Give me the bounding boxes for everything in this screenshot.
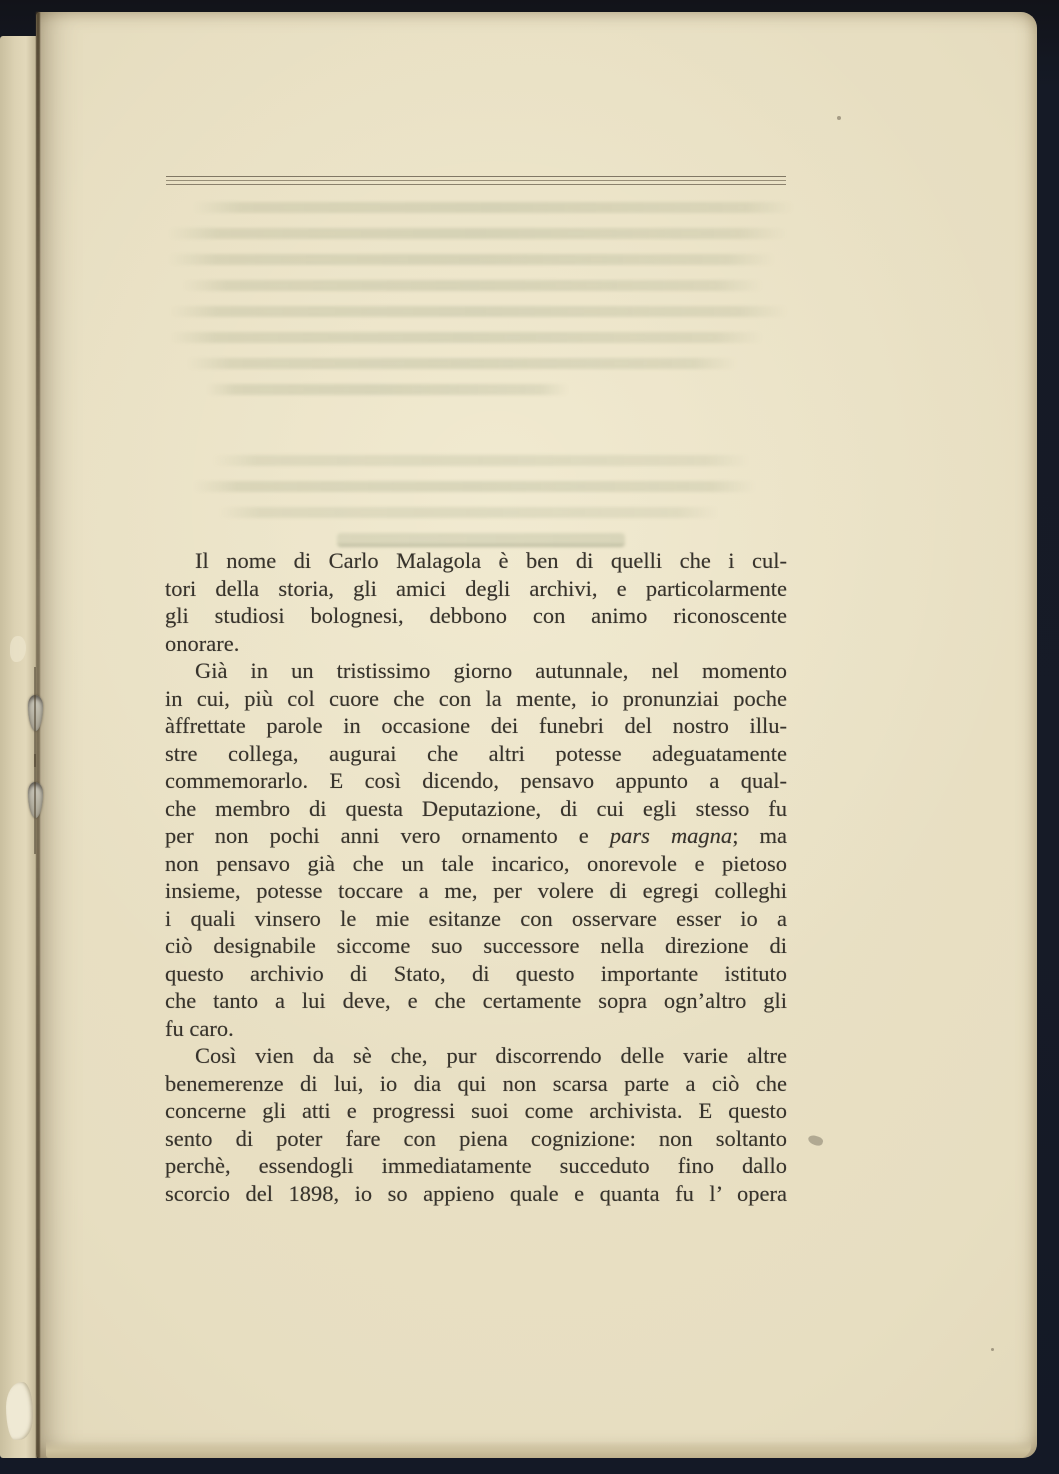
- text-line: perchè, essendogli immediatamente succeduto fino dallo: [165, 1153, 787, 1178]
- ink-speck-fleck: [991, 1348, 994, 1351]
- text-line: scorcio del 1898, io so appieno quale e quanta fu l’ opera: [165, 1180, 787, 1206]
- book-page: [36, 12, 1037, 1458]
- text-line: ciò designabile siccome suo successore nella direzione di: [165, 933, 787, 958]
- text-line: fu caro.: [165, 1015, 234, 1041]
- underlying-page-edge: [0, 36, 37, 1458]
- text-line: per non pochi anni vero ornamento e pars magna; ma: [165, 823, 787, 848]
- text-line: gli studiosi bolognesi, debbono con animo riconoscente: [165, 603, 787, 628]
- text-line: Il nome di Carlo Malagola è ben di quelli che i cul-: [195, 548, 787, 573]
- text-line: i quali vinsero le mie esitanze con osservare esser io a: [165, 905, 787, 931]
- gutter-crease: [36, 12, 40, 1458]
- binding-stitch-thread-upper: [28, 695, 43, 731]
- text-line: Così vien da sè che, pur discorrendo delle varie altre: [195, 1043, 787, 1068]
- text-line: che membro di questa Deputazione, di cui egli stesso fu: [165, 795, 787, 821]
- text-line: questo archivio di Stato, di questo importante istituto: [165, 960, 787, 986]
- text-line: benemerenze di lui, io dia qui non scarsa parte a ciò che: [165, 1070, 787, 1096]
- ink-speck-dot: [837, 116, 841, 120]
- torn-paper-chip-small: [10, 636, 26, 662]
- text-line: commemorarlo. E così dicendo, pensavo appunto a qual-: [165, 768, 787, 793]
- page-bottom-edge-shadow: [46, 1441, 1031, 1458]
- text-line: àffrettate parole in occasione dei funebri del nostro illu-: [165, 713, 787, 738]
- text-line: in cui, più col cuore che con la mente, io pronunziai poche: [165, 685, 787, 711]
- text-line: Già in un tristissimo giorno autunnale, nel momento: [195, 658, 787, 683]
- text-line: concerne gli atti e progressi suoi come archivista. E questo: [165, 1098, 787, 1123]
- text-line: non pensavo già che un tale incarico, onorevole e pietoso: [165, 850, 787, 876]
- bleed-through-text-upper: [168, 202, 794, 410]
- double-head-rule: [166, 176, 786, 185]
- text-line: che tanto a lui deve, e che certamente sopra ogn’altro gli: [165, 988, 787, 1013]
- binding-stitch-thread-lower: [28, 782, 43, 818]
- text-block: [165, 547, 787, 1207]
- text-line: tori della storia, gli amici degli archivi, e particolarmente: [165, 575, 787, 601]
- torn-paper-chip: [6, 1382, 33, 1440]
- text-line: onorare.: [165, 630, 240, 656]
- text-line: sento di poter fare con piena cognizione: non soltanto: [165, 1125, 787, 1151]
- bleed-through-text-lower: [168, 455, 794, 547]
- text-line: insieme, potesse toccare a me, per volere di egregi colleghi: [165, 878, 787, 903]
- ink-speck-smudge: [807, 1134, 824, 1147]
- text-line: stre collega, augurai che altri potesse adeguatamente: [165, 740, 787, 766]
